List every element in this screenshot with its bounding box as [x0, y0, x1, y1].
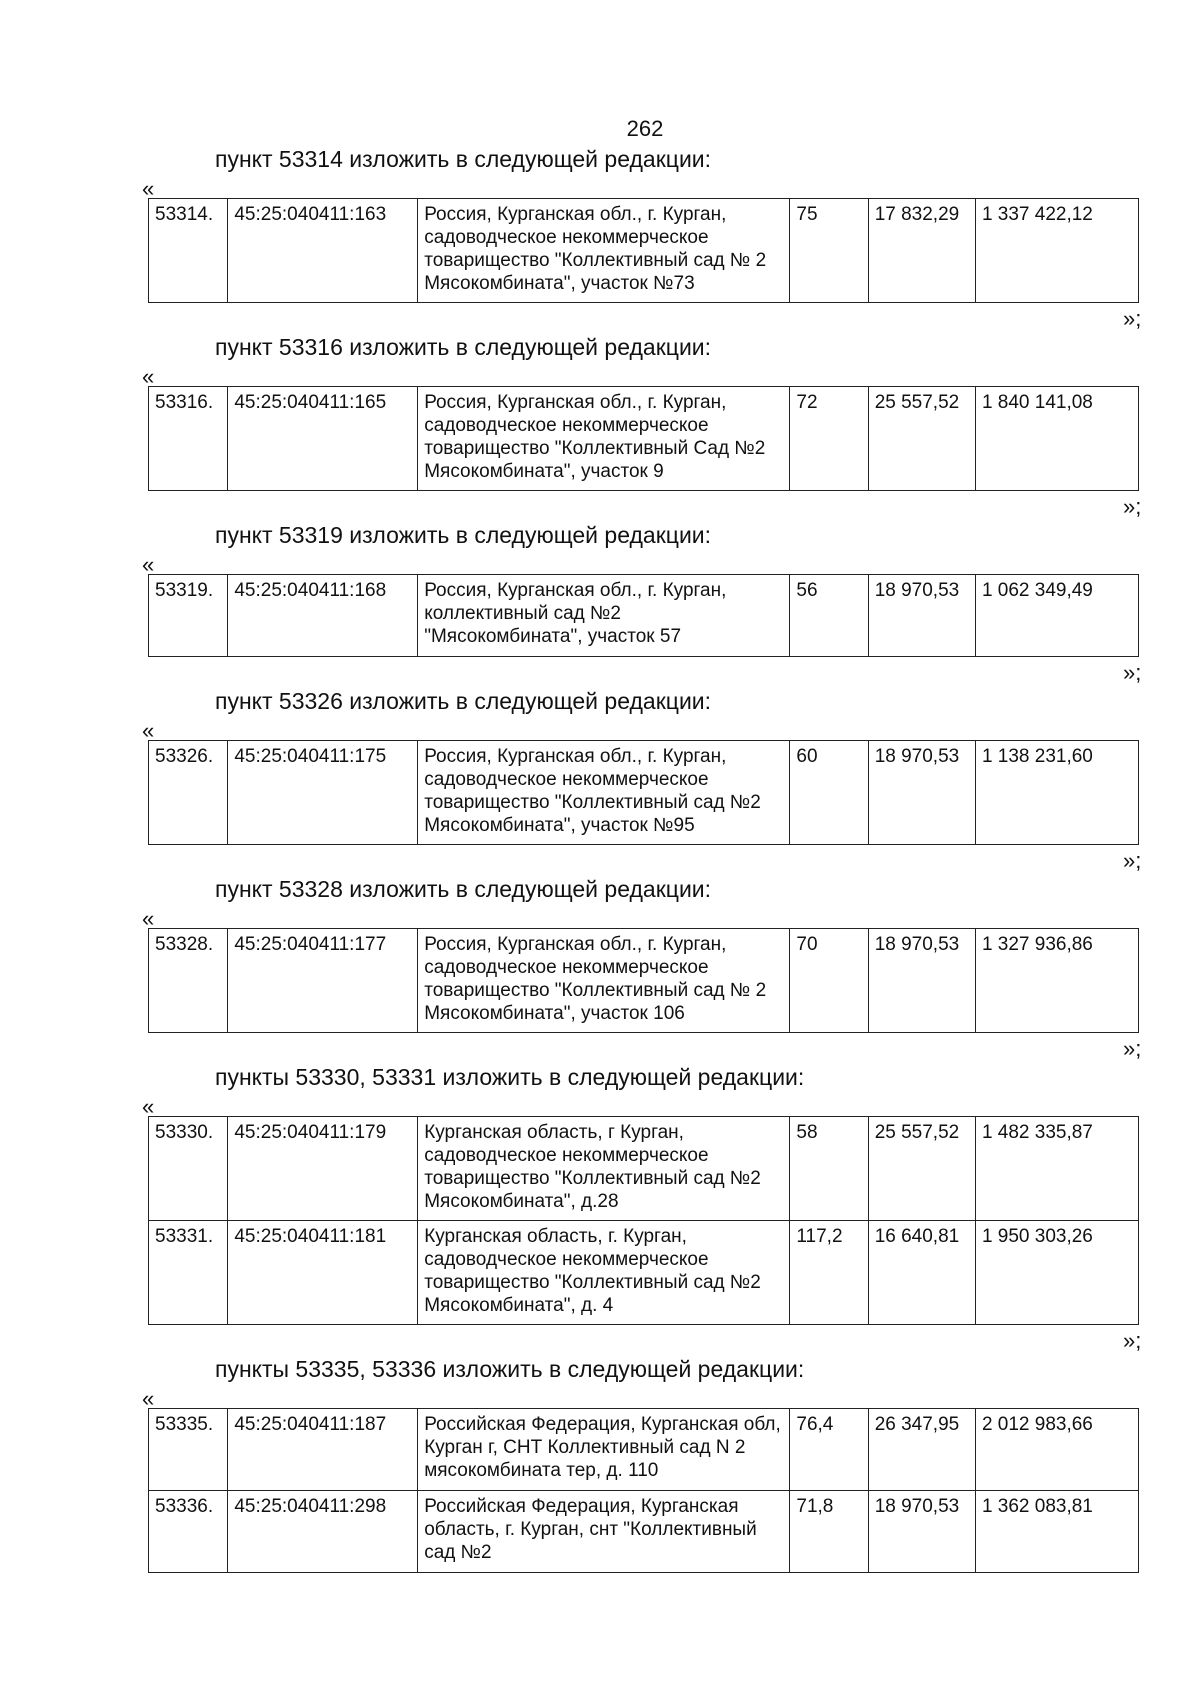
total-value: 1 327 936,86: [975, 929, 1138, 1033]
unit-value: 18 970,53: [868, 929, 975, 1033]
close-quote: »;: [1123, 1328, 1142, 1353]
section-intro: пункт 53326 изложить в следующей редакции:: [215, 688, 712, 714]
open-quote: «: [142, 552, 155, 577]
cadastral-number: 45:25:040411:163: [228, 199, 418, 303]
section-intro: пункты 53330, 53331 изложить в следующей редакции:: [215, 1064, 805, 1090]
unit-value: 18 970,53: [868, 1491, 975, 1573]
item-number: 53328.: [149, 929, 228, 1033]
address: Россия, Курганская обл., г. Курган, садоводческое некоммерческое товарищество "Коллективный сад №2 Мясокомбината", участок №95: [418, 741, 790, 845]
close-quote: »;: [1123, 494, 1142, 519]
address: Российская Федерация, Курганская область, г. Курган, снт "Коллективный сад №2: [418, 1491, 790, 1573]
total-value: 1 138 231,60: [975, 741, 1138, 845]
item-number: 53316.: [149, 387, 228, 491]
table-row: [149, 1409, 1139, 1491]
item-number: 53331.: [149, 1221, 228, 1325]
open-quote: «: [142, 176, 155, 201]
total-value: 1 950 303,26: [975, 1221, 1138, 1325]
amendment-table: [148, 1116, 1139, 1325]
item-number: 53326.: [149, 741, 228, 845]
close-quote: »;: [1123, 1036, 1142, 1061]
cadastral-number: 45:25:040411:187: [228, 1409, 418, 1491]
area: 60: [790, 741, 868, 845]
area: 72: [790, 387, 868, 491]
item-number: 53335.: [149, 1409, 228, 1491]
table-row: [149, 1221, 1139, 1325]
table-row: [149, 387, 1139, 491]
area: 70: [790, 929, 868, 1033]
area: 71,8: [790, 1491, 868, 1573]
table-row: [149, 929, 1139, 1033]
open-quote: «: [142, 906, 155, 931]
section-intro: пункт 53314 изложить в следующей редакции:: [215, 146, 712, 172]
item-number: 53319.: [149, 575, 228, 657]
unit-value: 18 970,53: [868, 575, 975, 657]
table-row: [149, 1491, 1139, 1573]
unit-value: 17 832,29: [868, 199, 975, 303]
section-intro: пункт 53319 изложить в следующей редакции:: [215, 522, 712, 548]
total-value: 1 840 141,08: [975, 387, 1138, 491]
address: Российская Федерация, Курганская обл, Курган г, СНТ Коллективный сад N 2 мясокомбината тер, д. 110: [418, 1409, 790, 1491]
unit-value: 16 640,81: [868, 1221, 975, 1325]
close-quote: »;: [1123, 660, 1142, 685]
unit-value: 26 347,95: [868, 1409, 975, 1491]
cadastral-number: 45:25:040411:168: [228, 575, 418, 657]
area: 76,4: [790, 1409, 868, 1491]
amendment-table: [148, 386, 1139, 491]
total-value: 1 337 422,12: [975, 199, 1138, 303]
amendment-table: [148, 928, 1139, 1033]
address: Россия, Курганская обл., г. Курган, коллективный сад №2 "Мясокомбината", участок 57: [418, 575, 790, 657]
cadastral-number: 45:25:040411:177: [228, 929, 418, 1033]
cadastral-number: 45:25:040411:175: [228, 741, 418, 845]
address: Россия, Курганская обл., г. Курган, садоводческое некоммерческое товарищество "Коллективный Сад №2 Мясокомбината", участок 9: [418, 387, 790, 491]
open-quote: «: [142, 364, 155, 389]
table-row: [149, 741, 1139, 845]
open-quote: «: [142, 718, 155, 743]
area: 56: [790, 575, 868, 657]
amendment-table: [148, 574, 1139, 657]
total-value: 1 062 349,49: [975, 575, 1138, 657]
total-value: 1 482 335,87: [975, 1117, 1138, 1221]
address: Курганская область, г. Курган, садоводческое некоммерческое товарищество "Коллективный сад №2 Мясокомбината", д. 4: [418, 1221, 790, 1325]
address: Россия, Курганская обл., г. Курган, садоводческое некоммерческое товарищество "Коллективный сад № 2 Мясокомбината", участок №73: [418, 199, 790, 303]
address: Россия, Курганская обл., г. Курган, садоводческое некоммерческое товарищество "Коллективный сад № 2 Мясокомбината", участок 106: [418, 929, 790, 1033]
cadastral-number: 45:25:040411:298: [228, 1491, 418, 1573]
amendment-table: [148, 198, 1139, 303]
page-number: 262: [626, 116, 664, 141]
open-quote: «: [142, 1094, 155, 1119]
area: 117,2: [790, 1221, 868, 1325]
item-number: 53314.: [149, 199, 228, 303]
table-row: [149, 575, 1139, 657]
open-quote: «: [142, 1386, 155, 1411]
unit-value: 25 557,52: [868, 387, 975, 491]
item-number: 53336.: [149, 1491, 228, 1573]
cadastral-number: 45:25:040411:165: [228, 387, 418, 491]
total-value: 2 012 983,66: [975, 1409, 1138, 1491]
amendment-table: [148, 1408, 1139, 1573]
area: 75: [790, 199, 868, 303]
item-number: 53330.: [149, 1117, 228, 1221]
total-value: 1 362 083,81: [975, 1491, 1138, 1573]
amendment-table: [148, 740, 1139, 845]
close-quote: »;: [1123, 848, 1142, 873]
section-intro: пункт 53316 изложить в следующей редакции:: [215, 334, 712, 360]
cadastral-number: 45:25:040411:179: [228, 1117, 418, 1221]
section-intro: пункты 53335, 53336 изложить в следующей редакции:: [215, 1356, 805, 1382]
table-row: [149, 199, 1139, 303]
close-quote: »;: [1123, 306, 1142, 331]
section-intro: пункт 53328 изложить в следующей редакции:: [215, 876, 712, 902]
unit-value: 25 557,52: [868, 1117, 975, 1221]
table-row: [149, 1117, 1139, 1221]
area: 58: [790, 1117, 868, 1221]
cadastral-number: 45:25:040411:181: [228, 1221, 418, 1325]
address: Курганская область, г Курган, садоводческое некоммерческое товарищество "Коллективный сад №2 Мясокомбината", д.28: [418, 1117, 790, 1221]
unit-value: 18 970,53: [868, 741, 975, 845]
